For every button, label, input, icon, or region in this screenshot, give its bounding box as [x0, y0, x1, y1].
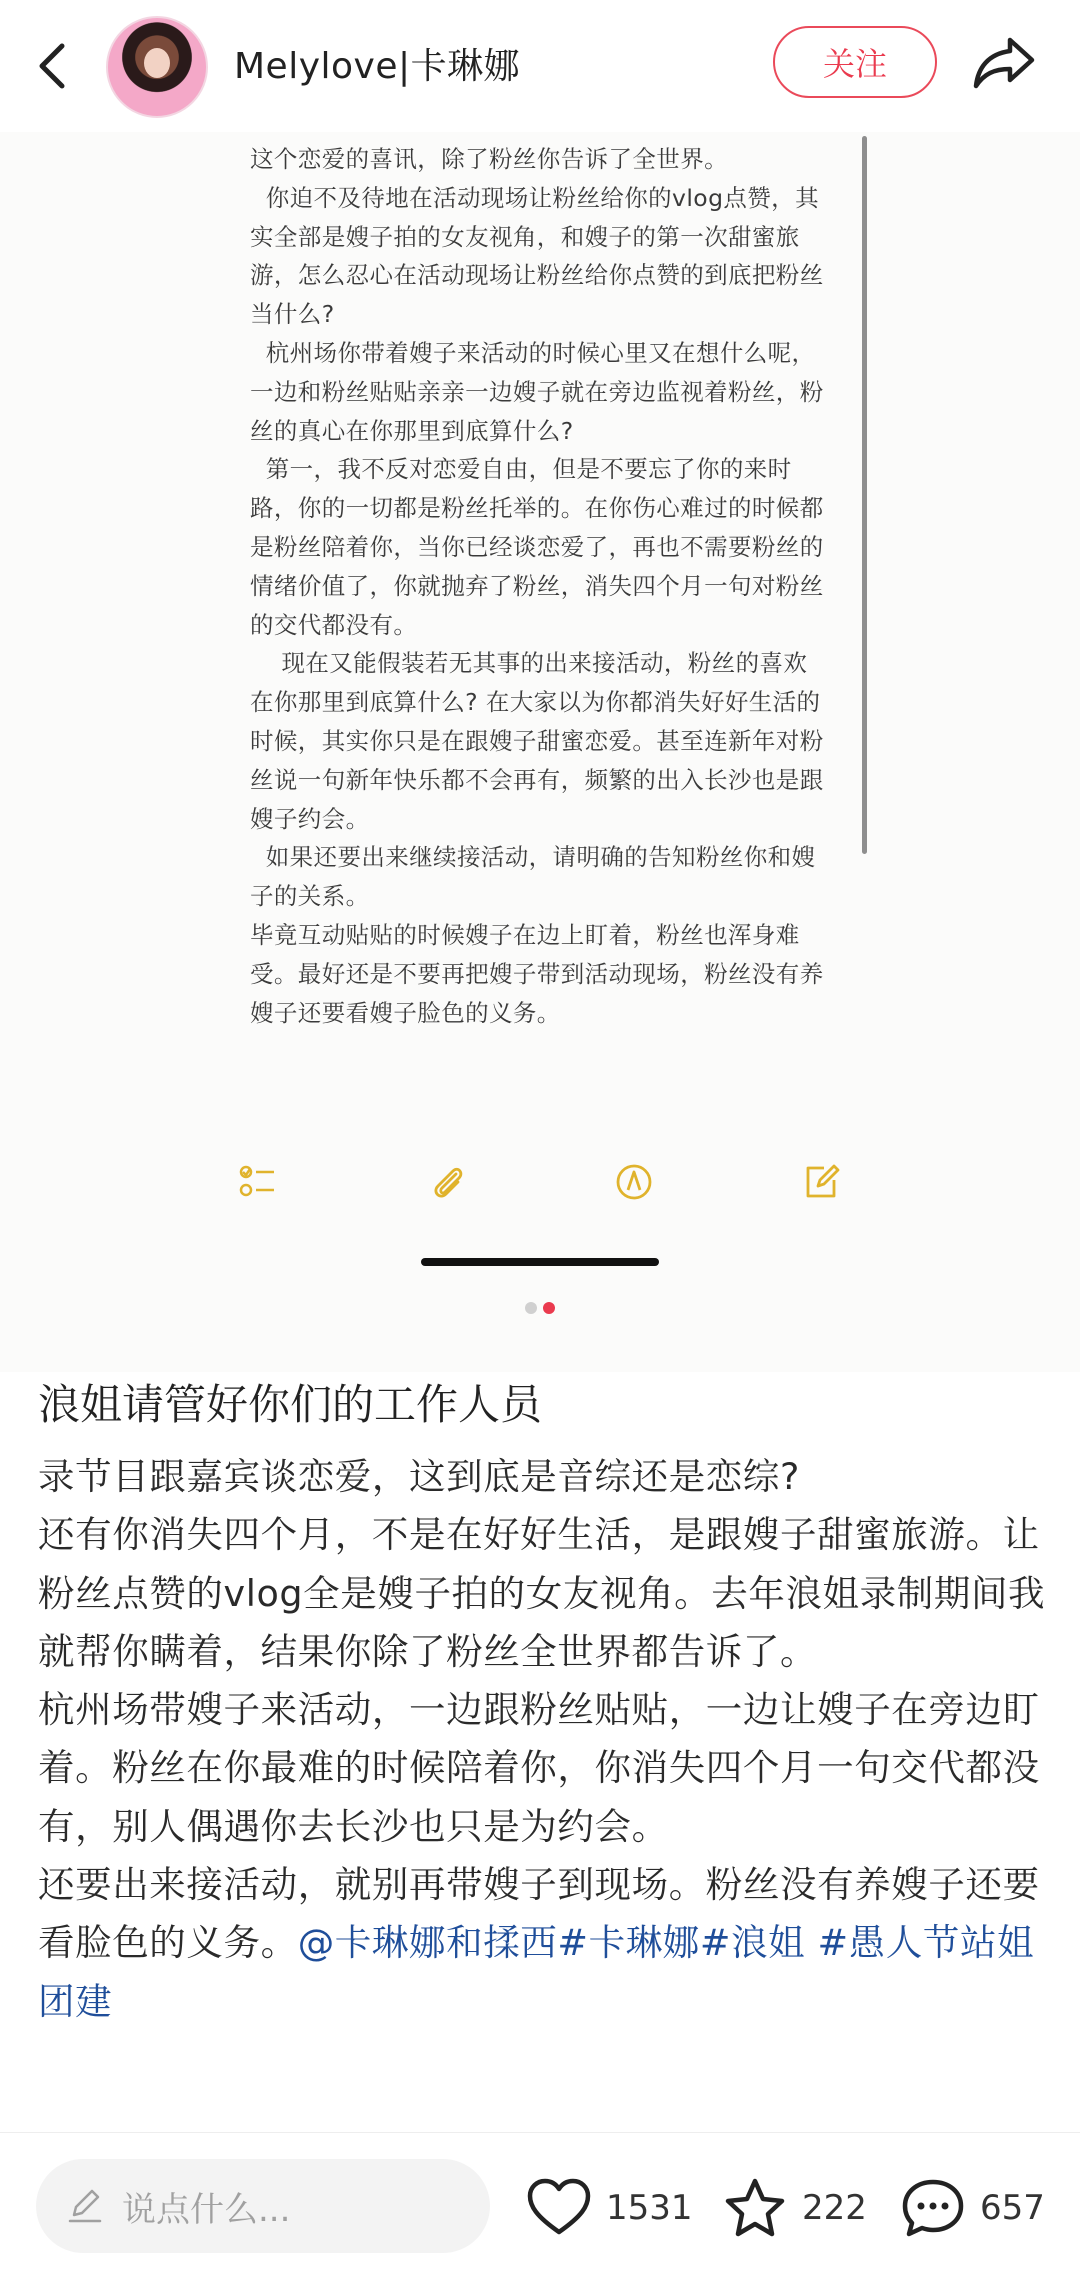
- bottom-action-bar: [0, 2133, 1080, 2272]
- attachment-icon: [428, 1162, 468, 1202]
- note-scrollbar: [862, 136, 867, 854]
- checklist-icon: [238, 1162, 278, 1202]
- top-header: [0, 0, 1080, 132]
- note-paragraph: 杭州场你带着嫂子来活动的时候心里又在想什么呢，一边和粉丝贴贴亲亲一边嫂子就在旁边监视着粉丝，粉丝的真心在你那里到底算什么?: [250, 338, 824, 445]
- pencil-icon: [66, 2187, 104, 2225]
- compose-icon: [802, 1162, 842, 1202]
- post-title: 浪姐请管好你们的工作人员: [38, 1380, 543, 1429]
- note-paragraph: 现在又能假装若无其事的出来接活动，粉丝的喜欢在你那里到底算什么? 在大家以为你都消失好好生活的时候，其实你只是在跟嫂子甜蜜恋爱。甚至连新年对粉丝说一句新年快乐都不会再有，频繁的出入长沙也是跟嫂子约会。: [250, 649, 824, 833]
- heart-icon: [526, 2176, 592, 2240]
- post-image[interactable]: [0, 132, 1080, 1372]
- favorite-button[interactable]: [722, 2175, 867, 2241]
- note-text: [250, 140, 830, 1032]
- image-pager: [0, 1302, 1080, 1318]
- markup-icon: [614, 1162, 654, 1202]
- avatar-face: [144, 48, 170, 78]
- note-paragraph: 第一，我不反对恋爱自由，但是不要忘了你的来时路，你的一切都是粉丝托举的。在你伤心难过的时候都是粉丝陪着你，当你已经谈恋爱了，再也不需要粉丝的情绪价值了，你就抛弃了粉丝，消失四个月一句对粉丝的交代都没有。: [250, 455, 824, 639]
- favorite-count: 222: [802, 2188, 867, 2228]
- like-button[interactable]: [526, 2175, 693, 2241]
- comment-icon: [900, 2176, 966, 2240]
- note-paragraph: 你迫不及待地在活动现场让粉丝给你的vlog点赞，其实全部是嫂子拍的女友视角，和嫂子的第一次甜蜜旅游，怎么忍心在活动现场让粉丝给你点赞的到底把粉丝当什么?: [250, 183, 824, 329]
- follow-button[interactable]: 关注: [773, 26, 937, 98]
- note-paragraph: 这个恋爱的喜讯，除了粉丝你告诉了全世界。: [250, 145, 728, 173]
- hashtag-link[interactable]: #愚人节站姐团建: [38, 1921, 1035, 2023]
- note-toolbar: [0, 1162, 1080, 1222]
- post-last-text: 还要出来接活动，就别再带嫂子到现场。粉丝没有养嫂子还要看脸色的义务。: [38, 1863, 1040, 1965]
- pager-dot[interactable]: [525, 1302, 537, 1314]
- post-paragraph: 还有你消失四个月，不是在好好生活，是跟嫂子甜蜜旅游。让粉丝点赞的vlog全是嫂子拍的女友视角。去年浪姐录制期间我就帮你瞒着，结果你除了粉丝全世界都告诉了。: [38, 1513, 1046, 1673]
- post-paragraph: 录节目跟嘉宾谈恋爱，这到底是音综还是恋综?: [38, 1455, 800, 1498]
- avatar[interactable]: [106, 16, 208, 118]
- back-arrow-icon: [28, 34, 76, 94]
- mention-link[interactable]: @卡琳娜和揉西: [297, 1921, 558, 1965]
- home-indicator: [421, 1258, 659, 1266]
- hashtag-link[interactable]: #浪姐: [699, 1921, 806, 1965]
- share-button[interactable]: [970, 30, 1040, 96]
- post-body: [38, 1448, 1048, 2031]
- star-icon: [722, 2176, 788, 2240]
- comment-button[interactable]: [900, 2175, 1045, 2241]
- note-paragraph: 毕竟互动贴贴的时候嫂子在边上盯着，粉丝也浑身难受。最好还是不要再把嫂子带到活动现场，粉丝没有养嫂子还要看嫂子脸色的义务。: [250, 920, 824, 1027]
- comment-placeholder: 说点什么...: [122, 2189, 291, 2230]
- pager-dot-active[interactable]: [543, 1302, 555, 1314]
- note-paragraph: 如果还要出来继续接活动，请明确的告知粉丝你和嫂子的关系。: [250, 843, 816, 911]
- comment-count: 657: [980, 2188, 1045, 2228]
- comment-input[interactable]: [36, 2159, 490, 2253]
- share-icon: [970, 30, 1040, 96]
- hashtag-link[interactable]: #卡琳娜: [557, 1921, 700, 1965]
- post-paragraph: 杭州场带嫂子来活动，一边跟粉丝贴贴，一边让嫂子在旁边盯着。粉丝在你最难的时候陪着你，你消失四个月一句交代都没有，别人偶遇你去长沙也只是为约会。: [38, 1688, 1040, 1848]
- like-count: 1531: [606, 2188, 693, 2228]
- post-paragraph-last: [38, 1856, 1048, 2031]
- username[interactable]: Melylove|卡琳娜: [234, 46, 521, 87]
- back-button[interactable]: [28, 34, 76, 94]
